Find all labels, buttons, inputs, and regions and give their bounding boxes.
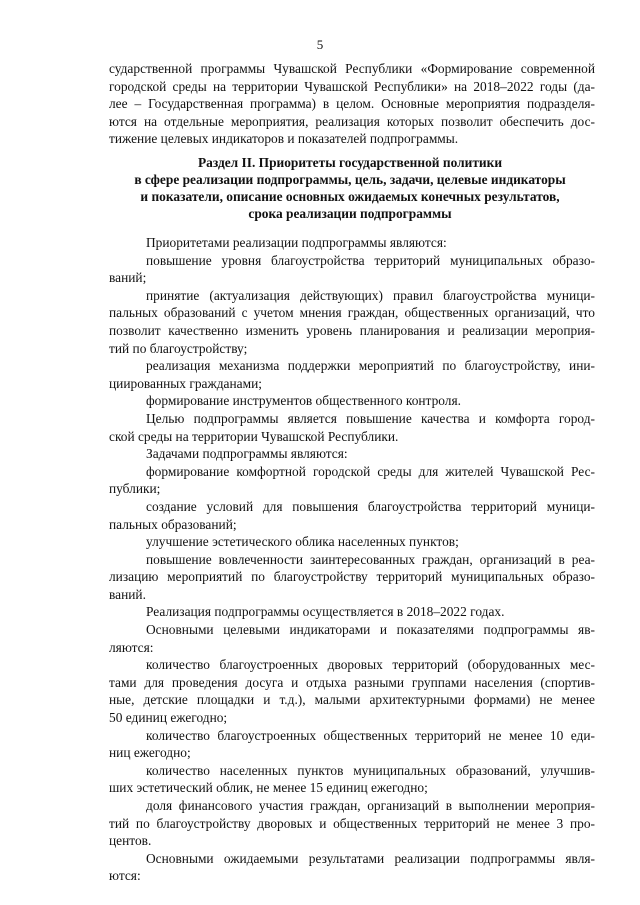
heading-line: Раздел II. Приоритеты государственной политики bbox=[197, 155, 503, 170]
body-line: тий по благоустройству дворовых и общественных территорий не менее 3 про- bbox=[109, 815, 595, 831]
heading-line: и показатели, описание основных ожидаемых конечных результатов, bbox=[140, 189, 560, 204]
intro-line: сударственной программы Чувашской Республики «Формирование современной bbox=[109, 61, 595, 76]
body-line: количество благоустроенных общественных территорий не менее 10 еди- bbox=[146, 727, 595, 743]
body-line: тий по благоустройству; bbox=[109, 340, 248, 356]
body-line: ших эстетический облик, не менее 15 единиц ежегодно; bbox=[109, 780, 428, 796]
body-line: формирование инструментов общественного контроля. bbox=[146, 393, 461, 409]
intro-line: городской среды на территории Чувашской Республики» на 2018–2022 годы (да- bbox=[109, 78, 595, 94]
body-line: ные, детские площадки и т.д.), малыми архитектурными формами) не менее bbox=[109, 692, 595, 708]
body-line: 50 единиц ежегодно; bbox=[109, 710, 228, 726]
body-line: тами для проведения досуга и отдыха разными группами населения (спортив- bbox=[109, 674, 595, 690]
intro-line: лее – Государственная программа) в целом. Основные мероприятия подразделя- bbox=[109, 96, 595, 112]
body-line: публики; bbox=[109, 481, 161, 497]
body-line: ляются: bbox=[109, 639, 154, 655]
body-line: Основными целевыми индикаторами и показателями подпрограммы яв- bbox=[146, 622, 595, 638]
section-heading bbox=[100, 154, 600, 222]
body-line: циированных гражданами; bbox=[109, 375, 262, 391]
intro-paragraph bbox=[109, 60, 595, 148]
intro-line: тижение целевых индикаторов и показателей подпрограммы. bbox=[109, 131, 459, 147]
body-line: Целью подпрограммы является повышение качества и комфорта город- bbox=[146, 410, 595, 426]
body-line: ваний. bbox=[109, 586, 146, 602]
body-line: количество населенных пунктов муниципальных образований, улучшив- bbox=[146, 762, 595, 778]
body-line: Приоритетами реализации подпрограммы являются: bbox=[146, 235, 447, 250]
body-line: лизацию мероприятий по благоустройству территорий муниципальных образо- bbox=[109, 569, 595, 585]
body-line: Реализация подпрограммы осуществляется в 2018–2022 годах. bbox=[146, 604, 505, 620]
body-line: пальных образований; bbox=[109, 516, 237, 532]
body-line: повышение уровня благоустройства территорий муниципальных образо- bbox=[146, 252, 595, 268]
body-line: ской среды на территории Чувашской Республики. bbox=[109, 428, 399, 444]
body-line: пальных образований с учетом мнения граждан, общественных организаций, что bbox=[109, 305, 595, 321]
section-body bbox=[109, 234, 595, 885]
body-line: доля финансового участия граждан, организаций в выполнении мероприя- bbox=[146, 798, 595, 813]
heading-line: срока реализации подпрограммы bbox=[248, 206, 452, 221]
body-line: позволит качественно изменить уровень планирования и реализации мероприя- bbox=[109, 322, 595, 338]
body-line: центов. bbox=[109, 833, 152, 849]
body-line: ются: bbox=[109, 868, 141, 884]
body-line: улучшение эстетического облика населенных пунктов; bbox=[146, 534, 459, 550]
body-line: ваний; bbox=[109, 270, 147, 286]
body-line: Задачами подпрограммы являются: bbox=[146, 446, 348, 462]
body-line: принятие (актуализация действующих) правил благоустройства муници- bbox=[146, 287, 595, 303]
body-line: количество благоустроенных дворовых территорий (оборудованных мес- bbox=[146, 657, 595, 673]
body-line: формирование комфортной городской среды для жителей Чувашской Рес- bbox=[146, 463, 595, 479]
body-line: создание условий для повышения благоустройства территорий муници- bbox=[146, 498, 595, 514]
body-line: Основными ожидаемыми результатами реализации подпрограммы явля- bbox=[146, 850, 595, 866]
body-line: ниц ежегодно; bbox=[109, 745, 191, 761]
body-line: повышение вовлеченности заинтересованных граждан, организаций в реа- bbox=[146, 551, 595, 567]
heading-line: в сфере реализации подпрограммы, цель, задачи, целевые индикаторы bbox=[134, 172, 566, 187]
page-number: 5 bbox=[316, 37, 324, 52]
intro-line: ются на отдельные мероприятия, реализация которых позволит обеспечить дос- bbox=[109, 113, 595, 129]
body-line: реализация механизма поддержки мероприятий по благоустройству, ини- bbox=[146, 358, 595, 374]
